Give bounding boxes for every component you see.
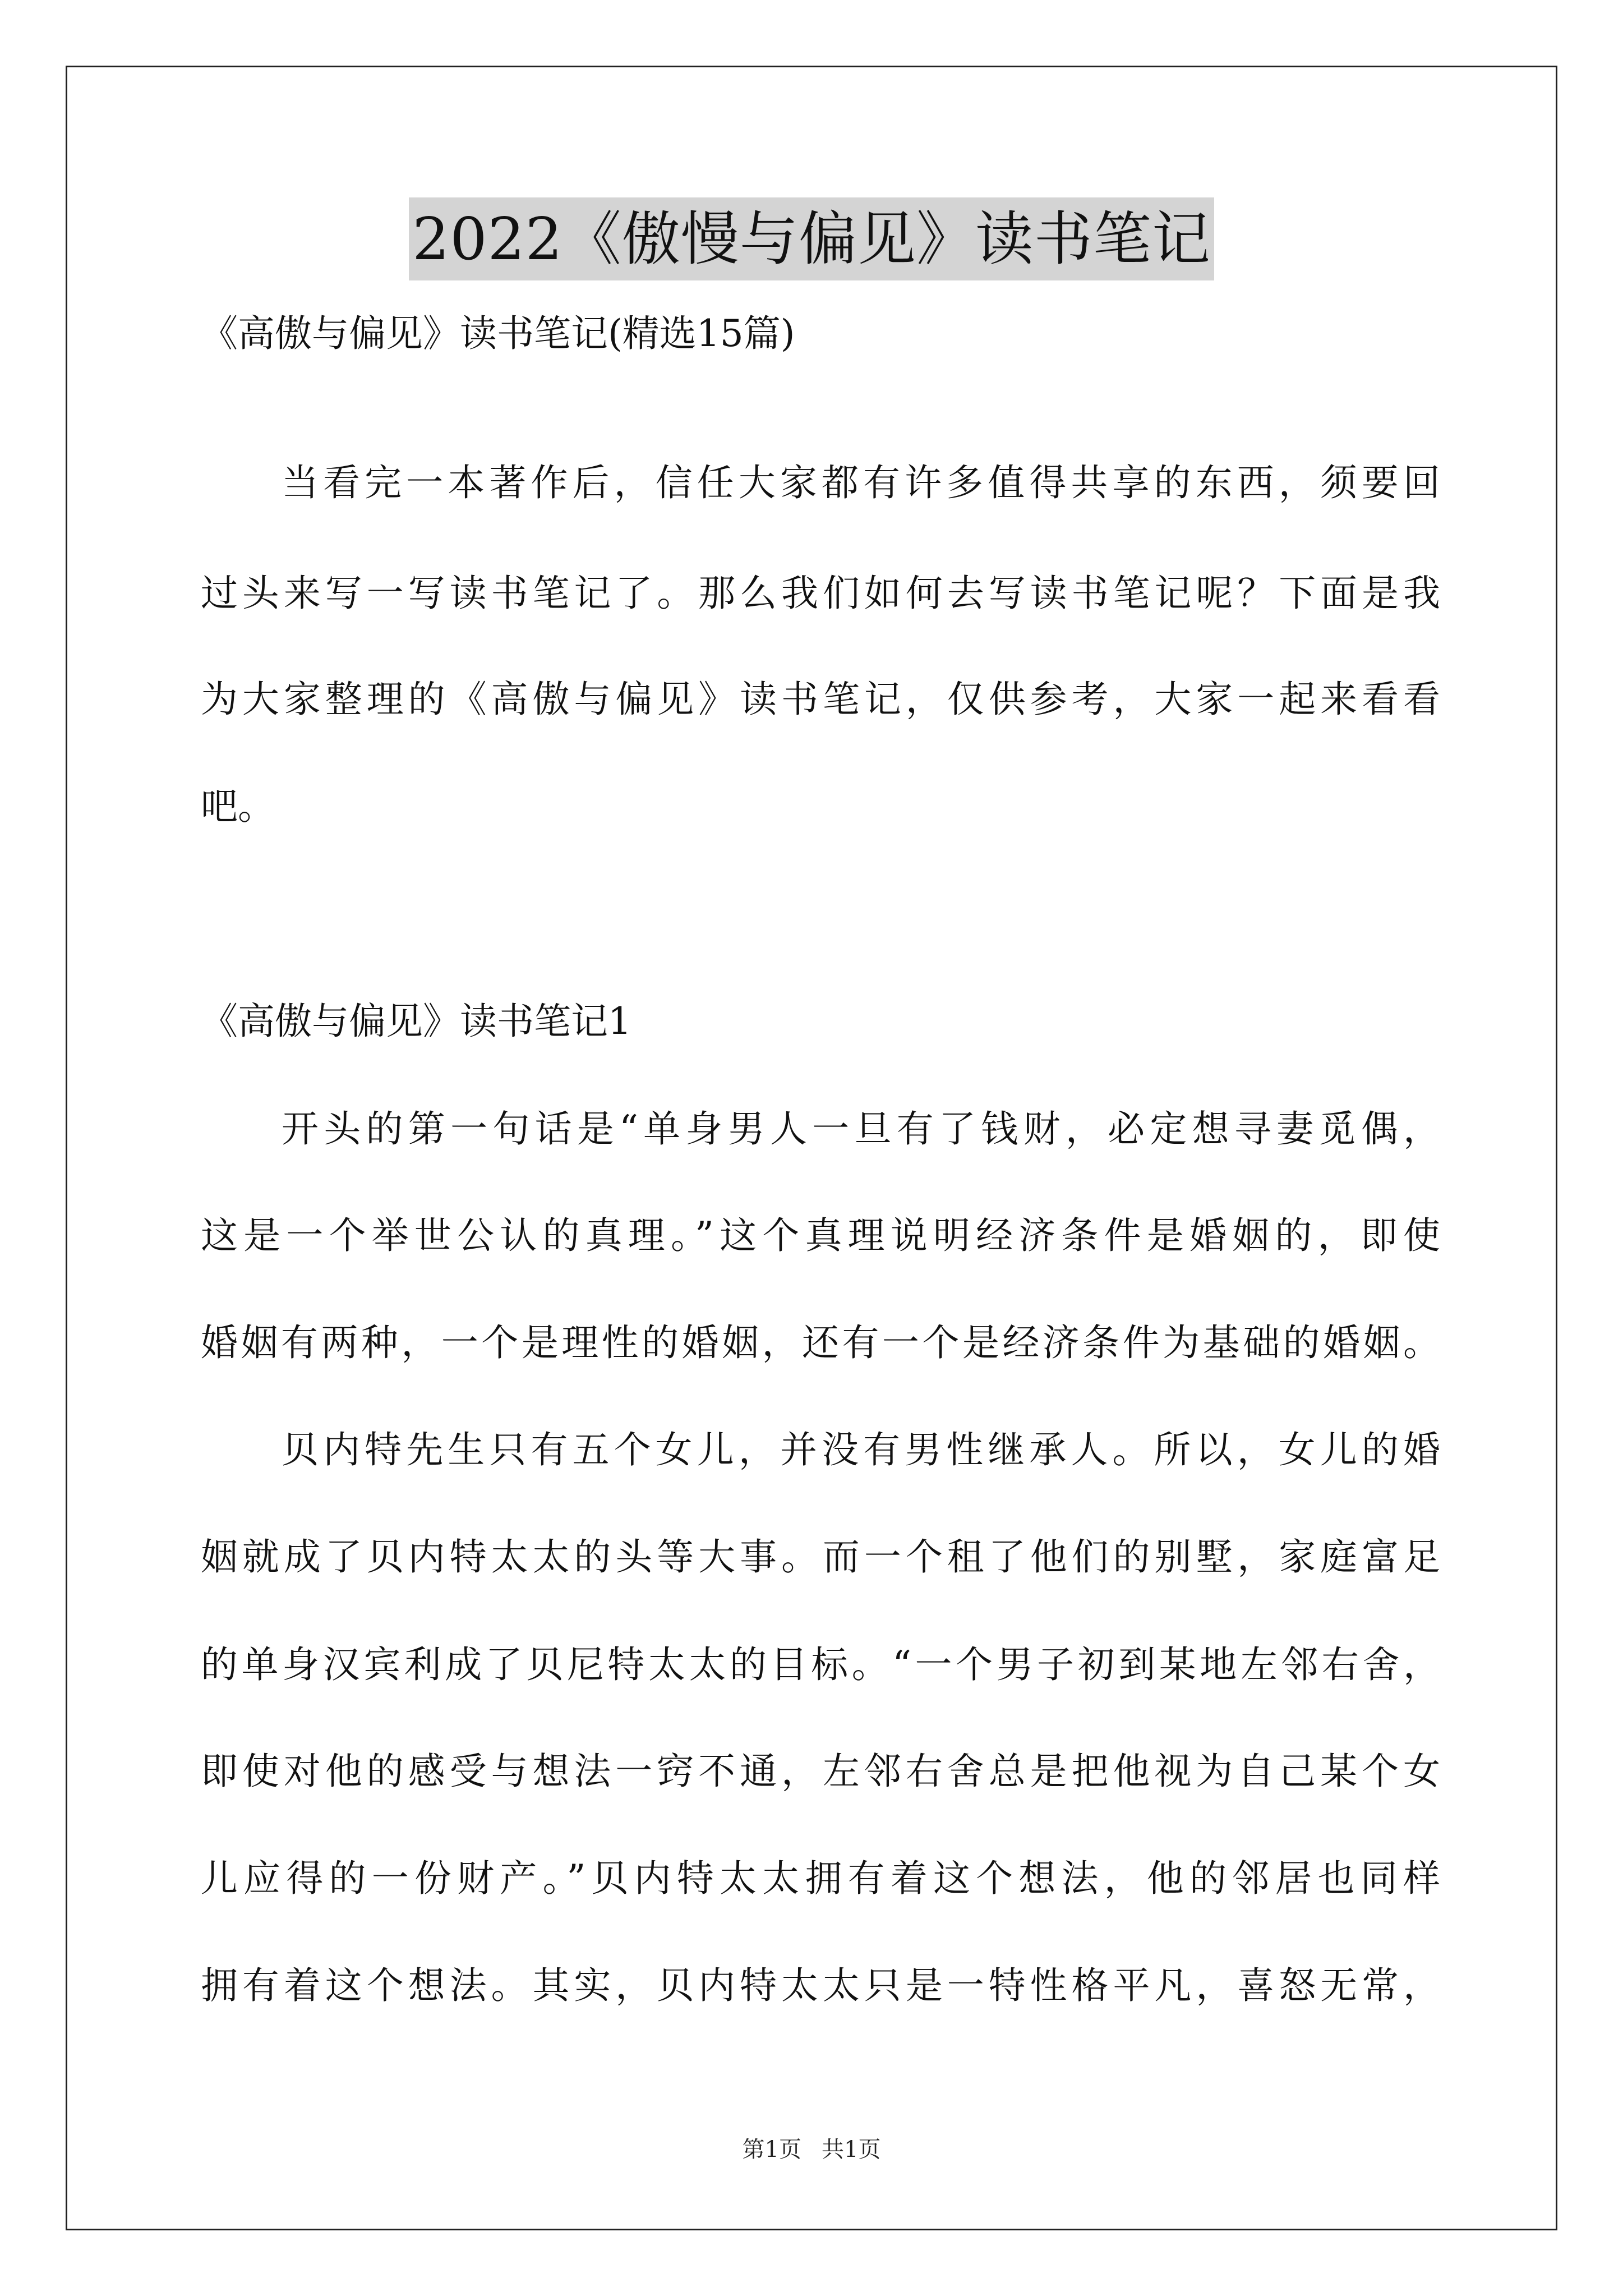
intro-line-3: 为大家整理的《高傲与偏见》读书笔记，仅供参考，大家一起来看看 xyxy=(201,678,1440,721)
intro-line-1: 当看完一本著作后，信任大家都有许多值得共享的东西，须要回 xyxy=(282,461,1440,504)
section-line-6: 的单身汉宾利成了贝尼特太太的目标。“一个男子初到某地左邻右舍， xyxy=(201,1643,1440,1686)
section-line-7: 即使对他的感受与想法一窍不通，左邻右舍总是把他视为自己某个女 xyxy=(201,1750,1440,1793)
page-footer xyxy=(0,2132,1623,2164)
section-line-9: 拥有着这个想法。其实，贝内特太太只是一特性格平凡，喜怒无常， xyxy=(201,1964,1440,2007)
document-title: 2022《傲慢与偏见》读书笔记 xyxy=(409,197,1214,280)
section-heading: 《高傲与偏见》读书笔记1 xyxy=(201,1000,631,1043)
intro-line-4: 吧。 xyxy=(201,785,275,828)
page-number: 第1页 xyxy=(742,2137,801,2162)
page-total: 共1页 xyxy=(822,2137,881,2162)
document-subtitle: 《高傲与偏见》读书笔记(精选15篇) xyxy=(201,312,795,355)
title-block xyxy=(0,197,1623,280)
section-line-8: 儿应得的一份财产。”贝内特太太拥有着这个想法，他的邻居也同样 xyxy=(201,1857,1440,1900)
section-line-1: 开头的第一句话是“单身男人一旦有了钱财，必定想寻妻觅偶， xyxy=(282,1107,1440,1151)
section-line-5: 姻就成了贝内特太太的头等大事。而一个租了他们的别墅，家庭富足 xyxy=(201,1535,1440,1579)
section-line-4: 贝内特先生只有五个女儿，并没有男性继承人。所以，女儿的婚 xyxy=(282,1428,1440,1471)
section-line-3: 婚姻有两种，一个是理性的婚姻，还有一个是经济条件为基础的婚姻。 xyxy=(201,1321,1440,1364)
intro-line-2: 过头来写一写读书笔记了。那么我们如何去写读书笔记呢？下面是我 xyxy=(201,572,1440,615)
section-line-2: 这是一个举世公认的真理。”这个真理说明经济条件是婚姻的，即使 xyxy=(201,1214,1440,1257)
